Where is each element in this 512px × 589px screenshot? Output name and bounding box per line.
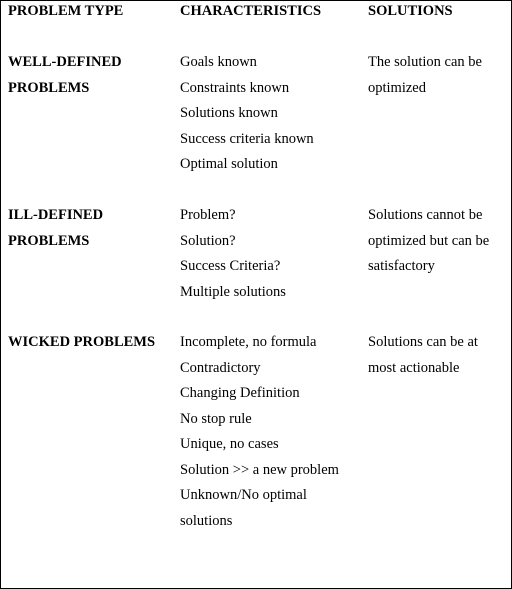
characteristic-item: Problem? <box>180 207 236 223</box>
header-characteristics: CHARACTERISTICS <box>180 3 322 19</box>
solution-line: The solution can be <box>368 54 482 70</box>
row-wicked-solutions <box>368 330 478 381</box>
characteristic-item: Solutions known <box>180 105 278 121</box>
row-well-defined-solutions <box>368 50 482 101</box>
header-problem-type: PROBLEM TYPE <box>8 3 124 19</box>
solution-line: optimized but can be <box>368 232 490 249</box>
row-ill-defined-solutions <box>368 203 489 280</box>
characteristic-item: Optimal solution <box>180 156 278 172</box>
characteristic-item: Changing Definition <box>180 385 300 401</box>
characteristic-item: Solution? <box>180 232 236 249</box>
characteristic-item: Solution >> a new problem <box>180 461 339 478</box>
solution-line: most actionable <box>368 359 460 376</box>
characteristic-item: Constraints known <box>180 79 290 96</box>
type-line: PROBLEMS <box>8 232 90 249</box>
characteristic-item: No stop rule <box>180 410 252 427</box>
row-well-defined-characteristics <box>180 50 314 178</box>
characteristic-item: Unknown/No optimal <box>180 487 307 503</box>
characteristic-item: Success criteria known <box>180 130 314 147</box>
row-well-defined-type <box>8 50 122 101</box>
characteristic-item: Success Criteria? <box>180 258 281 274</box>
row-wicked-type <box>8 330 155 356</box>
type-line: WELL-DEFINED <box>8 54 122 70</box>
row-ill-defined-characteristics <box>180 203 286 305</box>
solution-line: optimized <box>368 79 426 96</box>
characteristic-item: Multiple solutions <box>180 283 286 300</box>
characteristic-item: Contradictory <box>180 359 261 376</box>
row-ill-defined-type <box>8 203 103 254</box>
type-line: WICKED PROBLEMS <box>8 334 156 350</box>
type-line: PROBLEMS <box>8 79 90 96</box>
characteristic-item: Incomplete, no formula <box>180 334 317 350</box>
row-wicked-characteristics <box>180 330 339 534</box>
solution-line: Solutions can be at <box>368 334 478 350</box>
characteristic-item: solutions <box>180 512 233 529</box>
solution-line: Solutions cannot be <box>368 207 483 223</box>
type-line: ILL-DEFINED <box>8 207 104 223</box>
solution-line: satisfactory <box>368 258 435 274</box>
characteristic-item: Goals known <box>180 54 257 70</box>
header-solutions: SOLUTIONS <box>368 3 453 19</box>
characteristic-item: Unique, no cases <box>180 436 279 452</box>
